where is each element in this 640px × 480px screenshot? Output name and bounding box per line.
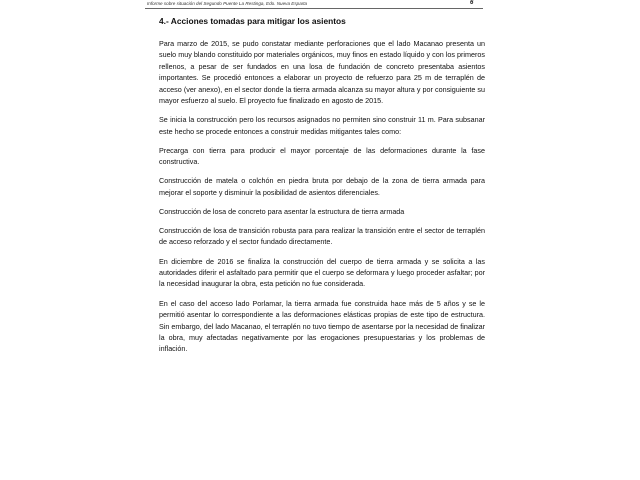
paragraph-3: Precarga con tierra para producir el mayor porcentaje de las deformaciones durante la fase constructiva. xyxy=(159,145,485,167)
section-body xyxy=(159,38,485,363)
paragraph-2: Se inicia la construcción pero los recursos asignados no permiten sino construir 11 m. Para subsanar este hecho se procede entonces a construir medidas mitigantes tales como: xyxy=(159,115,485,136)
running-header: Informe sobre situación del Segundo Puente La Restinga, Edo. Nueva Esparta xyxy=(147,1,308,6)
paragraph-1: Para marzo de 2015, se pudo constatar mediante perforaciones que el lado Macanao presenta un suelo muy blando constituido por materiales orgánicos, muy finos en estado líquido y con los primeros rellenos, a pesar de ser fundados en una losa de fundación de concreto presentaba asientos importantes. Se procedió entonces a elaborar un proyecto de refuerzo para 25 m de terraplén de acceso (ver anexo), en el sector donde la tierra armada alcanza su mayor altura y por consiguiente su mayor esfuerzo al suelo. El proyecto fue finalizado en agosto de 2015. xyxy=(159,39,485,106)
paragraph-6: Construcción de losa de transición robusta para para realizar la transición entre el sector de terraplén de acceso reforzado y el sector fundado directamente. xyxy=(159,226,485,247)
paragraph-5: Construcción de losa de concreto para asentar la estructura de tierra armada xyxy=(159,207,405,217)
paragraph-4: Construcción de matela o colchón en piedra bruta por debajo de la zona de tierra armada para mejorar el soporte y disminuir la posibilidad de asientos diferenciales. xyxy=(159,176,485,197)
header-rule xyxy=(145,8,483,9)
section-title: 4.- Acciones tomadas para mitigar los asientos xyxy=(159,16,346,26)
page-number: 6 xyxy=(470,0,474,6)
paragraph-7: En diciembre de 2016 se finaliza la construcción del cuerpo de tierra armada y se solicita a las autoridades diferir el asfaltado para permitir que el cuerpo se deformara y luego proceder asfaltar; por la necesidad inaugurar la obra, esta petición no fue considerada. xyxy=(159,256,485,289)
paragraph-8: En el caso del acceso lado Porlamar, la tierra armada fue construida hace más de 5 años y se le permitió asentar lo correspondiente a las deformaciones elásticas propias de este tipo de estructura. Sin embargo, del lado Macanao, el terraplén no tuvo tiempo de asentarse por la necesidad de finalizar la obra, muy afectadas negativamente por las erogaciones presupuestarias y los problemas de inflación. xyxy=(159,298,485,354)
